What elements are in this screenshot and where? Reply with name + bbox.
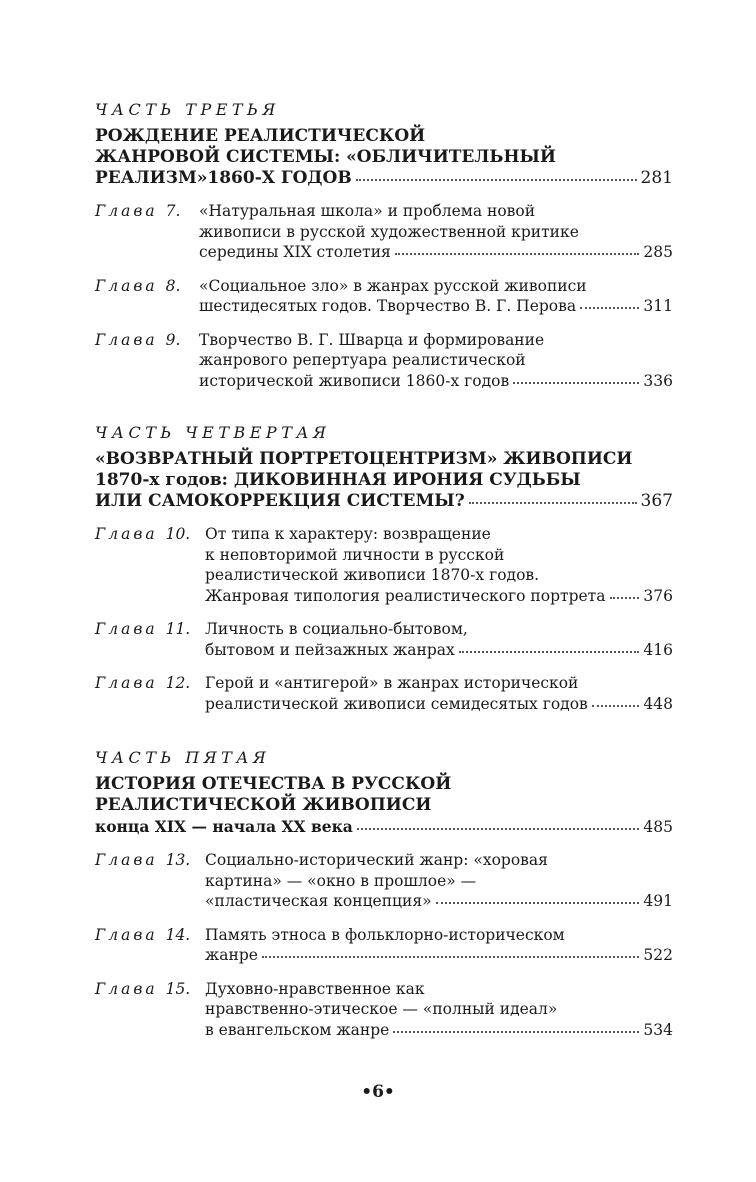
dot-leader <box>610 597 640 599</box>
page-number: 336 <box>643 371 673 390</box>
chapter-title: Творчество В. Г. Шварца и формирование жанрового репертуара реалистической исторической живописи 1860-х годов 336 <box>199 330 673 390</box>
page-number: 367 <box>640 491 673 511</box>
dot-leader <box>580 307 639 309</box>
dot-leader <box>469 502 637 504</box>
chapter-label: Глава 14. <box>95 925 191 944</box>
page-number: 416 <box>643 640 673 659</box>
chapter-entry <box>95 201 673 263</box>
chapter-title: Социально-исторический жанр: «хоровая картина» — «окно в прошлое» — «пластическая концепция» 491 <box>205 851 673 910</box>
dot-leader <box>395 253 640 255</box>
chapter-entry <box>95 276 673 317</box>
chapter-entry <box>95 925 673 966</box>
chapter-title: «Натуральная школа» и проблема новой живописи в русской художественной критике середины XIX столетия 285 <box>199 202 673 261</box>
chapter-entry <box>95 524 673 606</box>
chapter-title: «Социальное зло» в жанрах русской живописи шестидесятых годов. Творчество В. Г. Перова 311 <box>199 276 673 315</box>
part-section <box>95 748 673 1040</box>
part-section <box>95 423 673 714</box>
dot-leader <box>262 956 639 958</box>
chapter-title: Духовно-нравственное как нравственно-этическое — «полный идеал» в евангельском жанре 534 <box>205 979 673 1039</box>
chapter-title: Память этноса в фольклорно-историческом жанре 522 <box>205 925 673 964</box>
page-number: 485 <box>643 818 673 836</box>
part-section <box>95 100 673 391</box>
chapter-label: Глава 9. <box>95 330 181 349</box>
chapter-entry <box>95 330 673 392</box>
dot-leader <box>393 1031 639 1033</box>
part-title <box>95 126 673 189</box>
part-title-last-line <box>95 816 673 838</box>
part-title-line: ЖАНРОВОЙ СИСТЕМЫ: «ОБЛИЧИТЕЛЬНЫЙ <box>95 147 556 167</box>
chapter-entry <box>95 850 673 912</box>
page-number: 534 <box>643 1020 673 1039</box>
part-label: ЧАСТЬ ПЯТАЯ <box>95 748 271 767</box>
part-title-line: РЕАЛИСТИЧЕСКОЙ ЖИВОПИСИ <box>95 795 432 815</box>
chapter-title: Герой и «антигерой» в жанрах исторической реалистической живописи семидесятых годов 448 <box>205 674 673 713</box>
chapter-title: От типа к характеру: возвращение к неповторимой личности в русской реалистической живописи 1870-х годов. Жанровая типология реалистического портрета 376 <box>205 525 673 605</box>
dot-leader <box>459 651 640 653</box>
part-title-line: ИСТОРИЯ ОТЕЧЕСТВА В РУССКОЙ <box>95 774 452 794</box>
part-title-last-line <box>95 491 673 512</box>
part-title-last-line <box>95 168 673 189</box>
part-label: ЧАСТЬ ЧЕТВЕРТАЯ <box>95 423 331 442</box>
chapter-label: Глава 12. <box>95 674 191 692</box>
chapter-label: Глава 11. <box>95 620 191 638</box>
dot-leader <box>513 382 639 384</box>
chapter-label: Глава 10. <box>95 525 191 543</box>
dot-leader <box>356 179 637 181</box>
page-number: 376 <box>643 586 673 605</box>
chapter-label: Глава 7. <box>95 202 181 220</box>
chapter-title: Личность в социально-бытовом, бытовом и пейзажных жанрах 416 <box>205 620 673 659</box>
chapter-entry <box>95 673 673 714</box>
page-number: 491 <box>643 892 673 910</box>
chapter-list <box>95 201 673 391</box>
part-title-line: «ВОЗВРАТНЫЙ ПОРТРЕТОЦЕНТРИЗМ» ЖИВОПИСИ <box>95 449 633 469</box>
dot-leader <box>357 828 640 830</box>
dot-leader <box>436 902 640 904</box>
part-label: ЧАСТЬ ТРЕТЬЯ <box>95 100 280 119</box>
page-number: 522 <box>643 946 673 964</box>
page-footer-number: •6• <box>361 1082 395 1102</box>
part-title-line: РЕАЛИЗМ»1860-Х ГОДОВ <box>95 168 352 188</box>
table-of-contents <box>95 100 673 1070</box>
chapter-label: Глава 13. <box>95 851 191 869</box>
page-number: 285 <box>643 243 673 261</box>
chapter-label: Глава 15. <box>95 979 191 998</box>
chapter-list <box>95 850 673 1040</box>
page-number: 311 <box>643 297 673 315</box>
chapter-entry <box>95 979 673 1041</box>
chapter-label: Глава 8. <box>95 276 181 295</box>
dot-leader <box>592 705 640 707</box>
part-title-line: ИЛИ САМОКОРРЕКЦИЯ СИСТЕМЫ? <box>95 491 465 511</box>
part-title-line: 1870-х годов: ДИКОВИННАЯ ИРОНИЯ СУДЬБЫ <box>95 470 581 490</box>
part-title-line: РОЖДЕНИЕ РЕАЛИСТИЧЕСКОЙ <box>95 126 426 146</box>
chapter-entry <box>95 619 673 660</box>
page-number: 281 <box>640 168 673 188</box>
chapter-list <box>95 524 673 714</box>
part-title-line: конца XIX — начала XX века <box>95 817 353 836</box>
part-title <box>95 774 673 838</box>
page-number: 448 <box>643 694 673 713</box>
part-title <box>95 449 673 512</box>
